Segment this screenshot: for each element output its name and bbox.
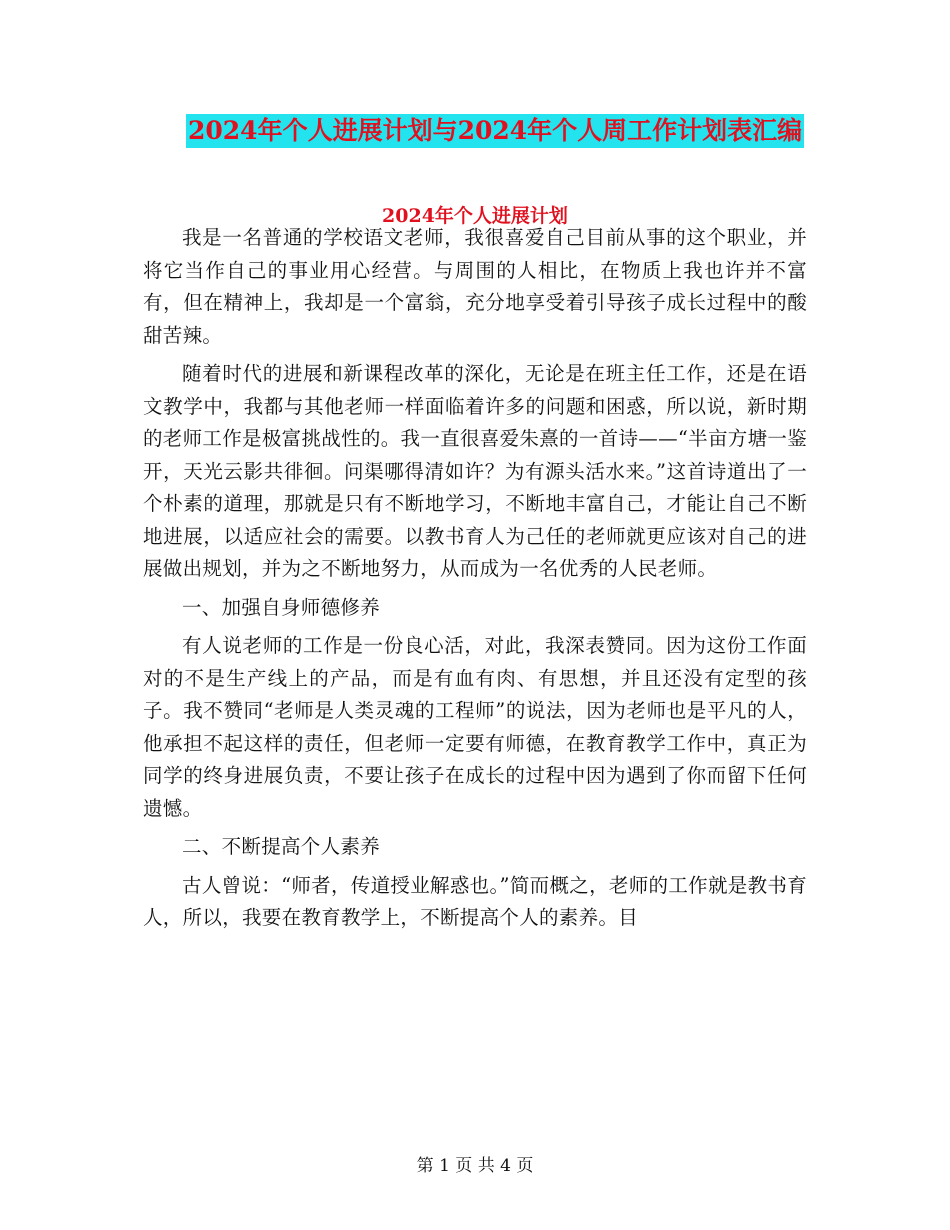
paragraph-intro: 我是一名普通的学校语文老师，我很喜爱自己目前从事的这个职业，并将它当作自己的事业用心经营。与周围的人相比，在物质上我也许并不富有，但在精神上，我却是一个富翁，充分地享受着引导孩子成长过程中的酸甜苦辣。: [143, 226, 807, 347]
heading-morality: 一、加强自身师德修养: [182, 595, 381, 619]
heading-quality: 二、不断提高个人素养: [182, 835, 381, 858]
section-title: 2024年个人进展计划: [382, 205, 568, 227]
paragraph-morality: 有人说老师的工作是一份良心活，对此，我深表赞同。因为这份工作面对的不是生产线上的产品，而是有血有肉、有思想，并且还没有定型的孩子。我不赞同“老师是人类灵魂的工程师”的说法，因为老师也是平凡的人，他承担不起这样的责任，但老师一定要有师德，在教育教学工作中，真正为同学的终身进展负责，不要让孩子在成长的过程中因为遇到了你而留下任何遗憾。: [143, 634, 807, 820]
paragraph-quality: 古人曾说：“师者，传道授业解惑也。”简而概之，老师的工作就是教书育人，所以，我要在教育教学上，不断提高个人的素养。目: [143, 873, 807, 929]
paragraph-background: 随着时代的进展和新课程改革的深化，无论是在班主任工作，还是在语文教学中，我都与其他老师一样面临着许多的问题和困惑，所以说，新时期的老师工作是极富挑战性的。我一直很喜爱朱熹的一首诗——“半亩方塘一鉴开，天光云影共徘徊。问渠哪得清如许？为有源头活水来。”这首诗道出了一个朴素的道理，那就是只有不断地学习，不断地丰富自己，才能让自己不断地进展，以适应社会的需要。以教书育人为己任的老师就更应该对自己的进展做出规划，并为之不断地努力，从而成为一名优秀的人民老师。: [143, 362, 807, 580]
document-body: [143, 222, 807, 935]
page-footer: 第 1 页 共 4 页: [416, 1156, 534, 1176]
document-title: 2024年个人进展计划与2024年个人周工作计划表汇编: [186, 114, 804, 148]
